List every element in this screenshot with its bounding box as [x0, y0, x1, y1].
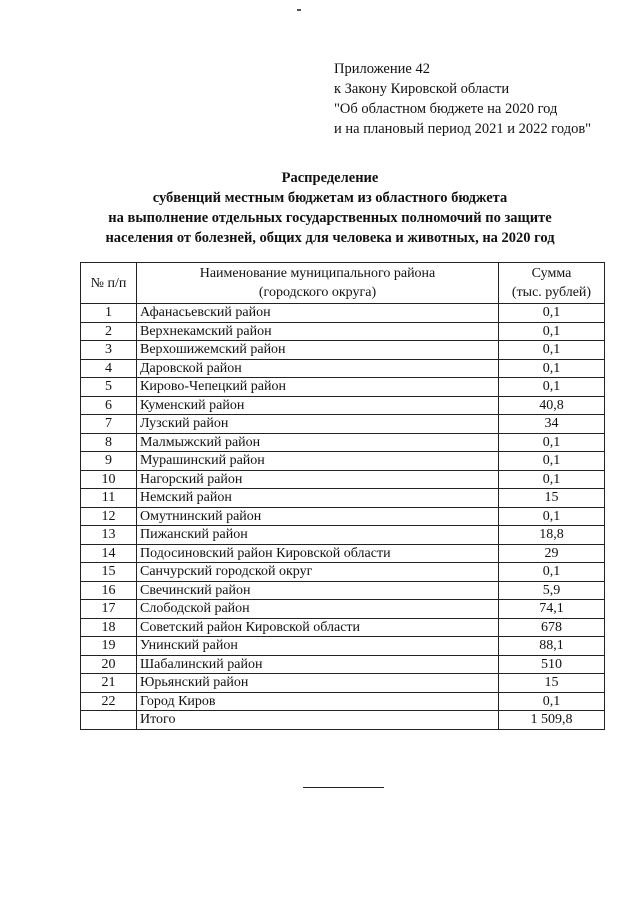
table-row — [81, 322, 605, 341]
row-name: Слободской район — [137, 600, 499, 619]
row-sum: 15 — [499, 489, 605, 508]
row-number: 19 — [81, 637, 137, 656]
table-row — [81, 544, 605, 563]
total-row — [81, 711, 605, 730]
header-sum-line-2: (тыс. рублей) — [511, 285, 592, 300]
row-sum: 0,1 — [499, 470, 605, 489]
row-sum: 0,1 — [499, 378, 605, 397]
row-sum: 5,9 — [499, 581, 605, 600]
row-number: 21 — [81, 674, 137, 693]
table-row — [81, 452, 605, 471]
header-sum-line-1: Сумма — [531, 266, 572, 281]
table-row — [81, 470, 605, 489]
row-sum: 34 — [499, 415, 605, 434]
table-body — [81, 304, 605, 730]
row-sum: 0,1 — [499, 433, 605, 452]
appendix-line-1: Приложение 42 — [334, 61, 430, 77]
row-name: Малмыжский район — [137, 433, 499, 452]
row-name: Подосиновский район Кировской области — [137, 544, 499, 563]
row-sum: 678 — [499, 618, 605, 637]
table-row — [81, 507, 605, 526]
title-line-3: на выполнение отдельных государственных полномочий по защите — [108, 210, 552, 226]
table-header-row — [81, 263, 605, 304]
header-name — [137, 263, 499, 304]
row-number: 20 — [81, 655, 137, 674]
appendix-line-4: и на плановый период 2021 и 2022 годов" — [334, 121, 592, 137]
row-name: Санчурский городской округ — [137, 563, 499, 582]
table-row — [81, 359, 605, 378]
table-row — [81, 304, 605, 323]
row-number: 22 — [81, 692, 137, 711]
row-name: Афанасьевский район — [137, 304, 499, 323]
row-number: 10 — [81, 470, 137, 489]
row-number: 4 — [81, 359, 137, 378]
row-name: Кирово-Чепецкий район — [137, 378, 499, 397]
row-name: Нагорский район — [137, 470, 499, 489]
row-number: 13 — [81, 526, 137, 545]
title-line-1: Распределение — [281, 170, 379, 186]
total-label: Итого — [137, 711, 499, 730]
row-name: Куменский район — [137, 396, 499, 415]
row-sum: 0,1 — [499, 507, 605, 526]
title-line-4: населения от болезней, общих для человека и животных, на 2020 год — [105, 230, 555, 246]
row-number: 9 — [81, 452, 137, 471]
distribution-table — [80, 262, 605, 730]
page-mark — [297, 9, 301, 11]
table-row — [81, 600, 605, 619]
row-name: Шабалинский район — [137, 655, 499, 674]
row-sum: 0,1 — [499, 563, 605, 582]
header-name-line-2: (городского округа) — [258, 285, 377, 300]
header-name-line-1: Наименование муниципального района — [199, 266, 436, 281]
row-sum: 0,1 — [499, 341, 605, 360]
appendix-line-2: к Закону Кировской области — [334, 81, 510, 97]
header-num: № п/п — [81, 263, 137, 304]
row-sum: 510 — [499, 655, 605, 674]
row-number: 18 — [81, 618, 137, 637]
table-row — [81, 396, 605, 415]
row-number: 3 — [81, 341, 137, 360]
header-sum — [499, 263, 605, 304]
table-row — [81, 563, 605, 582]
row-sum: 0,1 — [499, 692, 605, 711]
row-name: Советский район Кировской области — [137, 618, 499, 637]
table-row — [81, 433, 605, 452]
table-row — [81, 674, 605, 693]
signature-line — [303, 787, 384, 788]
row-sum: 29 — [499, 544, 605, 563]
row-sum: 40,8 — [499, 396, 605, 415]
appendix-header — [334, 59, 591, 139]
appendix-line-3: "Об областном бюджете на 2020 год — [334, 101, 558, 117]
row-name: Пижанский район — [137, 526, 499, 545]
row-sum: 0,1 — [499, 452, 605, 471]
row-name: Верхошижемский район — [137, 341, 499, 360]
row-number: 5 — [81, 378, 137, 397]
row-name: Мурашинский район — [137, 452, 499, 471]
row-name: Юрьянский район — [137, 674, 499, 693]
row-sum: 0,1 — [499, 304, 605, 323]
row-name: Даровской район — [137, 359, 499, 378]
row-name: Свечинский район — [137, 581, 499, 600]
row-number: 6 — [81, 396, 137, 415]
row-number: 17 — [81, 600, 137, 619]
table-row — [81, 581, 605, 600]
row-number: 11 — [81, 489, 137, 508]
row-name: Город Киров — [137, 692, 499, 711]
table-row — [81, 637, 605, 656]
row-sum: 15 — [499, 674, 605, 693]
title-line-2: субвенций местным бюджетам из областного бюджета — [152, 190, 508, 206]
row-sum: 0,1 — [499, 322, 605, 341]
document-title — [40, 168, 620, 248]
row-name: Омутнинский район — [137, 507, 499, 526]
row-number: 2 — [81, 322, 137, 341]
table-row — [81, 618, 605, 637]
table-row — [81, 526, 605, 545]
row-name: Лузский район — [137, 415, 499, 434]
row-sum: 18,8 — [499, 526, 605, 545]
row-number: 7 — [81, 415, 137, 434]
row-sum: 88,1 — [499, 637, 605, 656]
row-number: 16 — [81, 581, 137, 600]
row-sum: 74,1 — [499, 600, 605, 619]
row-name: Немский район — [137, 489, 499, 508]
total-sum: 1 509,8 — [499, 711, 605, 730]
table-row — [81, 415, 605, 434]
table-row — [81, 489, 605, 508]
row-number: 1 — [81, 304, 137, 323]
row-number: 8 — [81, 433, 137, 452]
table-row — [81, 655, 605, 674]
table-row — [81, 341, 605, 360]
row-number: 12 — [81, 507, 137, 526]
row-name: Верхнекамский район — [137, 322, 499, 341]
row-number: 14 — [81, 544, 137, 563]
table-row — [81, 692, 605, 711]
total-num — [81, 711, 137, 730]
row-number: 15 — [81, 563, 137, 582]
row-sum: 0,1 — [499, 359, 605, 378]
row-name: Унинский район — [137, 637, 499, 656]
table-row — [81, 378, 605, 397]
